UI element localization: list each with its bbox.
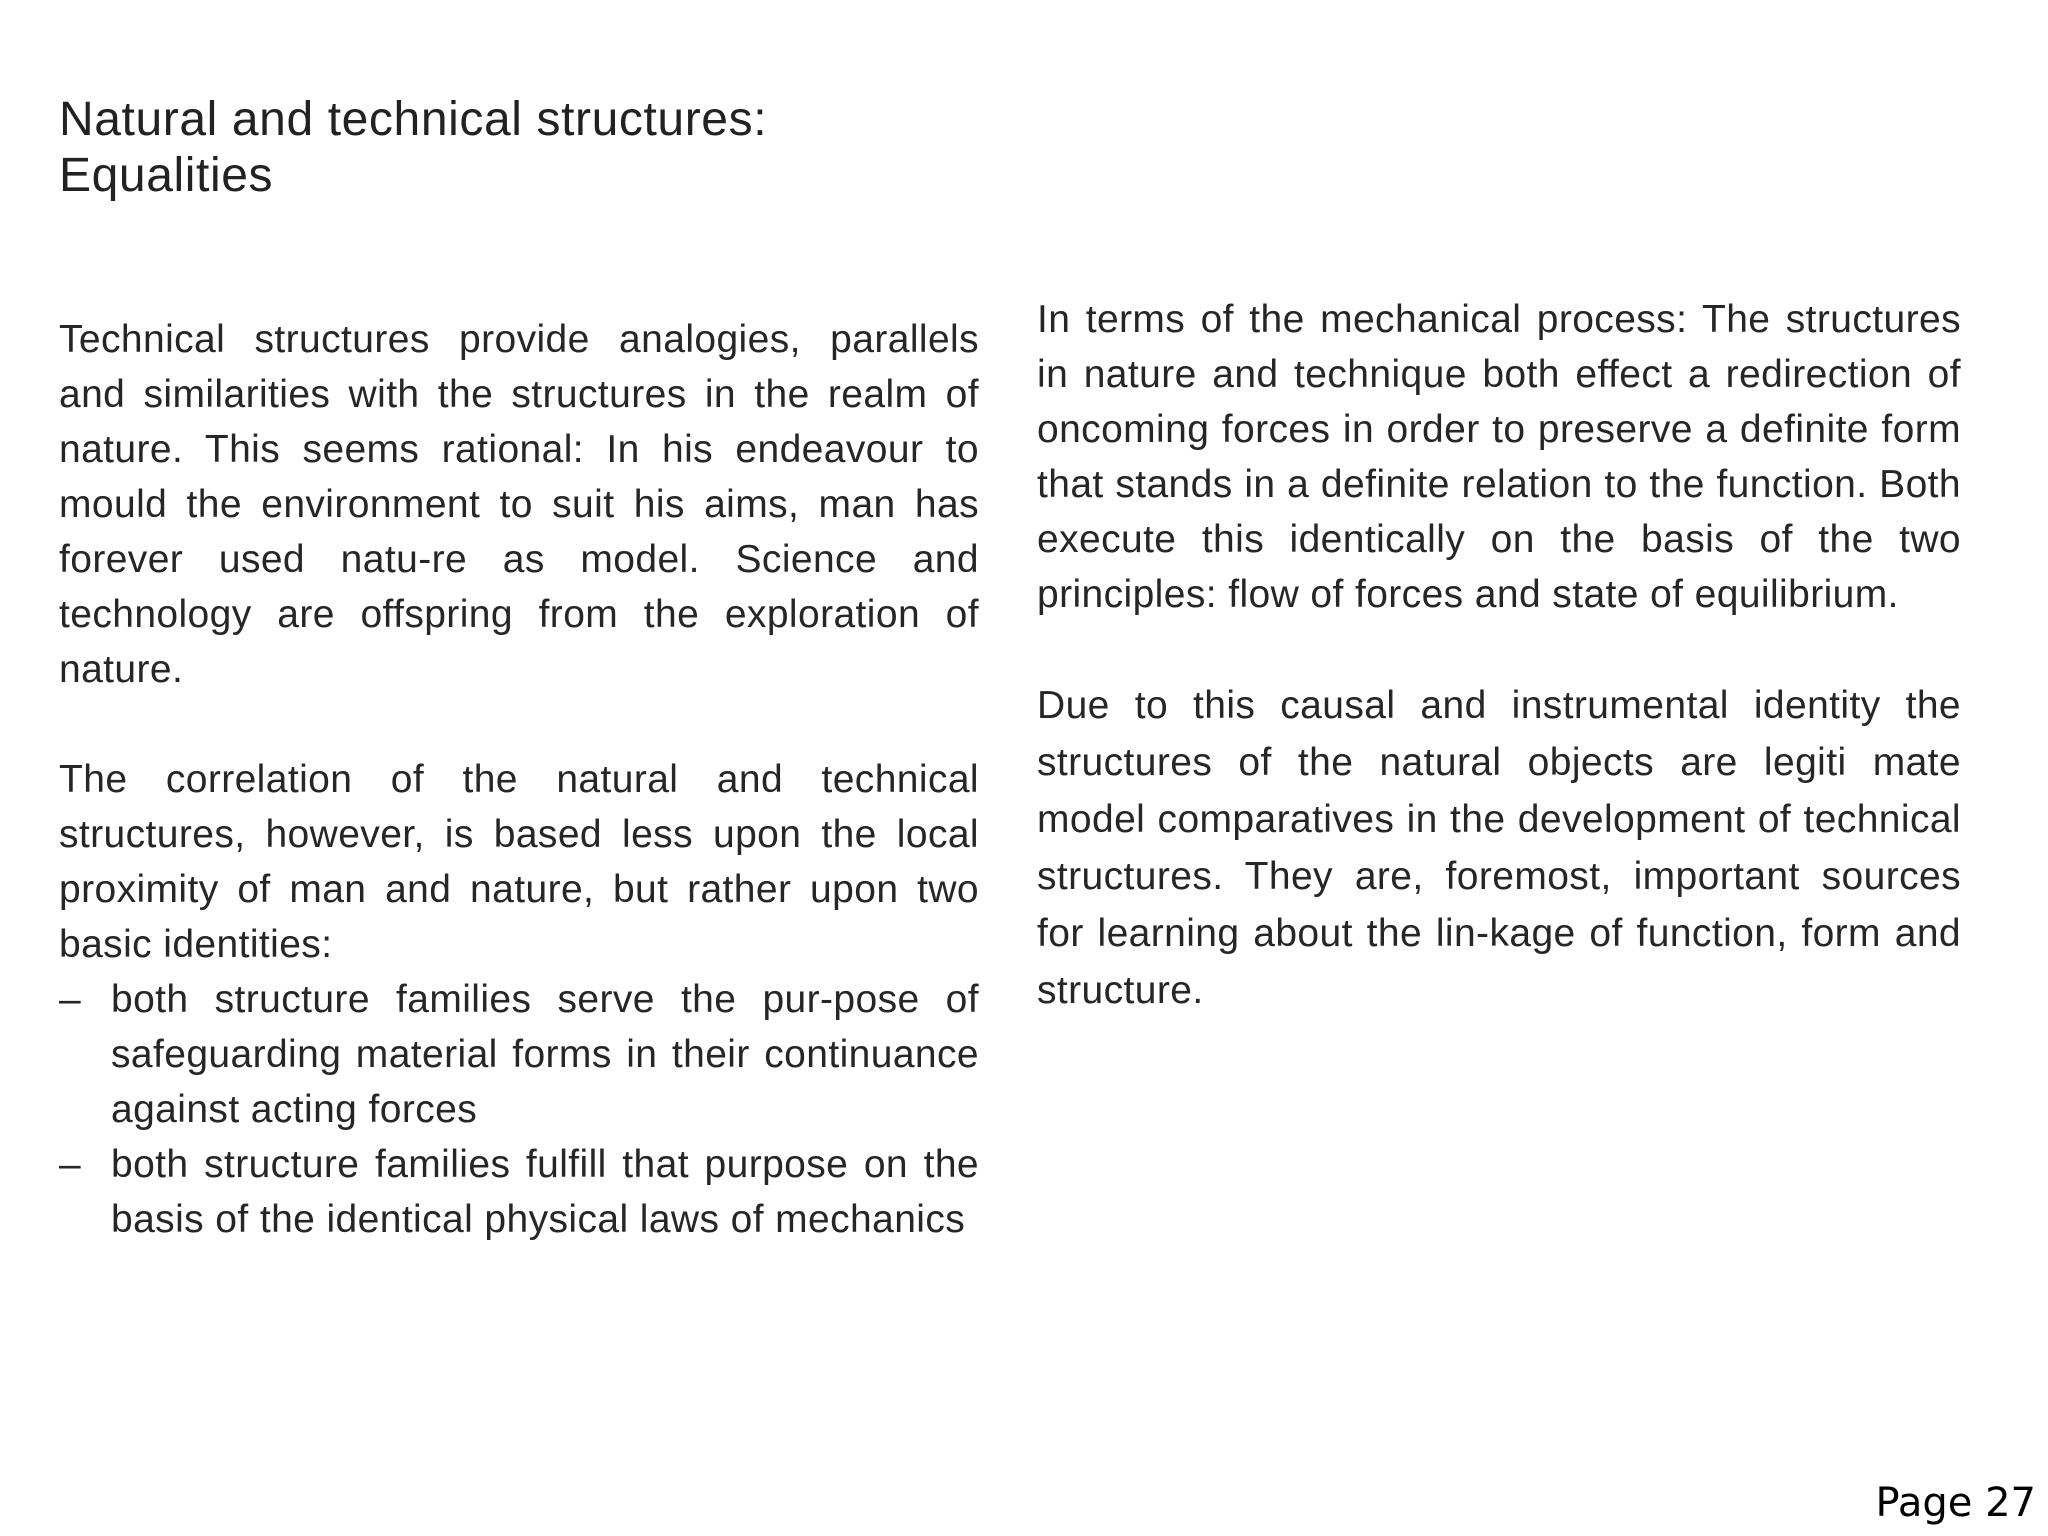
page-title (59, 92, 1259, 204)
right-text-column (1037, 292, 1961, 1019)
left-paragraph-intro: Technical structures provide analogies, parallels and similarities with the structures in the realm of nature. This seems rational: In his endeavour to mould the environment to suit his aims, man has forever used natu-re as model. Science and technology are offspring from the exploration of nature. (59, 318, 979, 691)
right-paragraph-mechanical-process: In terms of the mechanical process: The structures in nature and technique both effect a redirection of oncoming forces in order to preserve a definite form that stands in a definite relation to the function. Both execute this identically on the basis of the two principles: flow of forces and state of equilibrium. (1037, 298, 1961, 616)
page-number: Page 27 (1875, 1480, 2036, 1526)
dash-bullet-icon: – (59, 1143, 82, 1186)
list-item-text: both structure families serve the pur-pose of safeguarding material forms in their continuance against acting forces (111, 978, 979, 1131)
page-title-line-1: Natural and technical structures: (59, 93, 768, 146)
list-item-text: both structure families fulfill that purpose on the basis of the identical physical laws of mechanics (111, 1143, 979, 1241)
list-item (59, 1137, 979, 1247)
left-text-column (59, 312, 979, 1247)
list-item (59, 972, 979, 1137)
dash-bullet-icon: – (59, 978, 82, 1021)
left-paragraph-correlation: The correlation of the natural and technical structures, however, is based less upon the local proximity of man and nature, but rather upon two basic identities: (59, 758, 979, 966)
identities-list (59, 972, 979, 1247)
page-title-line-2: Equalities (59, 149, 274, 202)
right-paragraph-identity: Due to this causal and instrumental identity the structures of the natural objects are legiti mate model comparatives in the development of technical structures. They are, foremost, important sources for learning about the lin-kage of function, form and structure. (1037, 684, 1961, 1012)
